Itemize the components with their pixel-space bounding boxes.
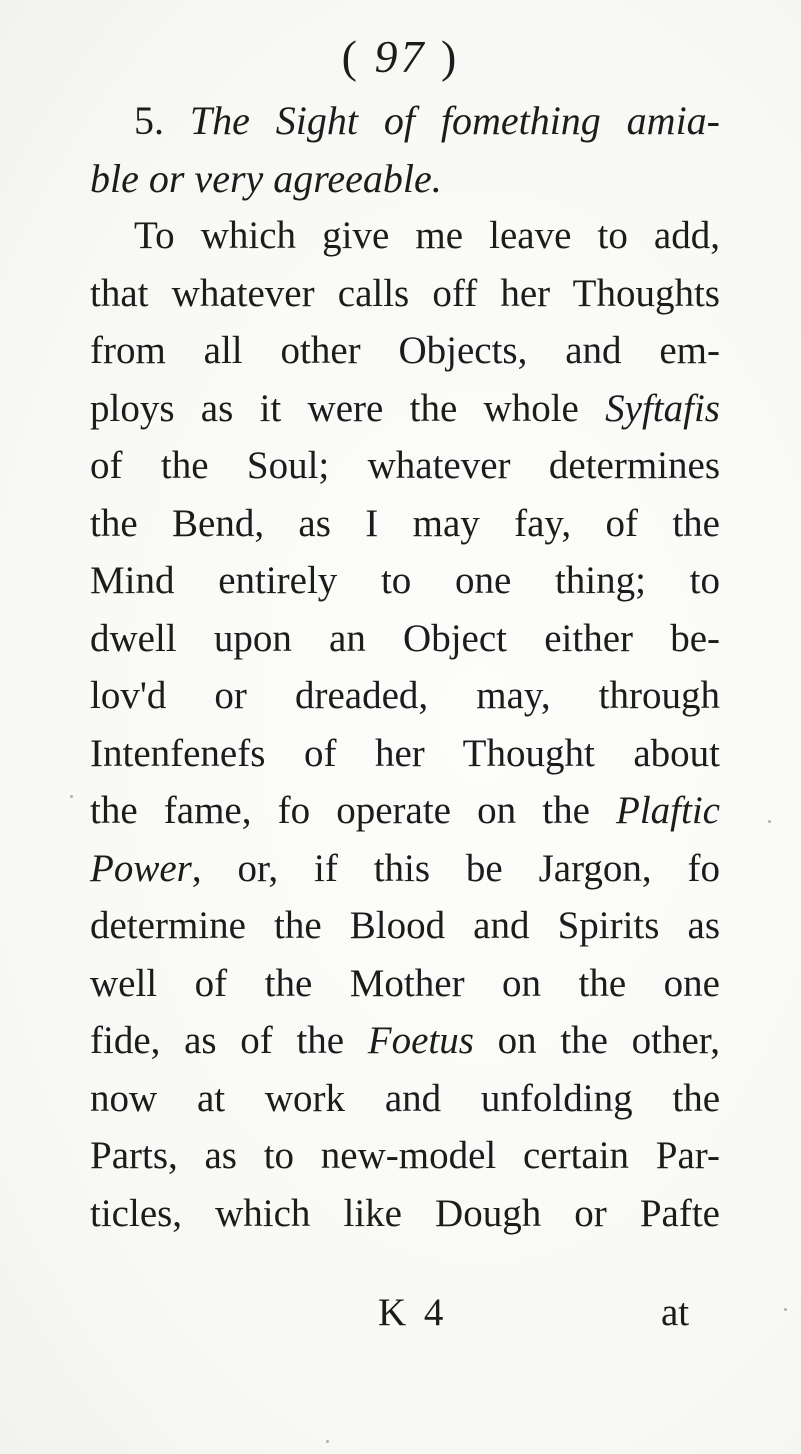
body-line: that whatever calls off her Thoughts bbox=[90, 271, 720, 315]
body-text: fide, as of the bbox=[90, 1019, 368, 1062]
body-line bbox=[90, 380, 720, 438]
body-text: the fame, fo operate on the bbox=[90, 789, 617, 832]
section-heading-text: The Sight of fomething amia- bbox=[164, 98, 720, 143]
body-line: determine the Blood and Spirits as bbox=[90, 904, 720, 947]
paper-speck bbox=[326, 1440, 329, 1443]
page-number-value: 97 bbox=[374, 31, 427, 82]
body-line: Mind entirely to one thing; to bbox=[90, 559, 720, 602]
body-line: dwell upon an Object either be- bbox=[90, 616, 720, 660]
section-number: 5. bbox=[134, 98, 164, 143]
body-line: ticles, which like Dough or Pafte bbox=[90, 1191, 720, 1235]
body-line: lov'd or dreaded, may, through bbox=[90, 674, 720, 717]
paper-speck bbox=[70, 795, 73, 798]
body-italic-term: Syftafis bbox=[605, 386, 720, 430]
body-line: from all other Objects, and em- bbox=[90, 329, 720, 372]
body-line bbox=[90, 1012, 720, 1070]
page-number-open: ( bbox=[341, 31, 375, 82]
section-heading-line-2: ble or very agreeable. bbox=[90, 155, 442, 201]
body-line: Intenfenefs of her Thought about bbox=[90, 731, 720, 775]
text-block bbox=[90, 92, 720, 1242]
body-text: , or, if this be Jargon, fo bbox=[191, 846, 720, 890]
body-italic-term: Plaftic bbox=[616, 789, 720, 832]
body-line: now at work and unfolding the bbox=[90, 1076, 720, 1120]
body-italic-term: Foetus bbox=[367, 1019, 474, 1062]
page-number-close: ) bbox=[426, 31, 460, 82]
signature-mark: K 4 bbox=[378, 1291, 448, 1334]
page-number bbox=[0, 31, 801, 82]
section-heading-line-1 bbox=[90, 92, 720, 150]
body-line: Parts, as to new-model certain Par- bbox=[90, 1134, 720, 1177]
body-line: the Bend, as I may fay, of the bbox=[90, 501, 720, 545]
body-text: ploys as it were the whole bbox=[90, 386, 606, 430]
body-line bbox=[90, 840, 720, 898]
body-text: on the other, bbox=[473, 1019, 720, 1062]
body-line: of the Soul; whatever determines bbox=[90, 444, 720, 487]
page-footer bbox=[0, 1283, 801, 1343]
body-italic-term: Power bbox=[90, 846, 192, 890]
paper-speck bbox=[768, 820, 771, 823]
body-line: To which give me leave to add, bbox=[134, 214, 720, 257]
body-line: well of the Mother on the one bbox=[90, 961, 720, 1005]
catchword: at bbox=[661, 1291, 690, 1334]
paper-speck bbox=[784, 1308, 787, 1311]
body-line bbox=[90, 782, 720, 840]
